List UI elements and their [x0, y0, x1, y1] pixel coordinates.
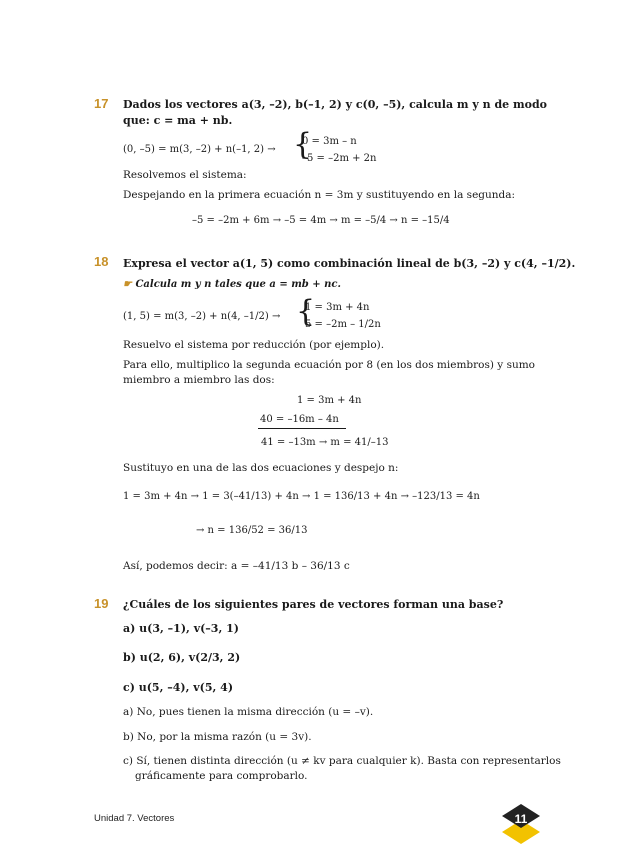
exercise-18-reduction-row1: 1 = 3m + 4n: [297, 395, 362, 406]
exercise-18-conclusion: Así, podemos decir: a = –41/13 b – 36/13 c: [123, 560, 350, 572]
exercise-17-despejando: Despejando en la primera ecuación n = 3m y sustituyendo en la segunda:: [123, 189, 516, 201]
exercise-19-option-c: c) u(5, –4), v(5, 4): [123, 681, 234, 694]
exercise-number-19: 19: [94, 596, 109, 611]
page-number-badge: [500, 804, 542, 846]
exercise-17-question-line2: que: c = ma + nb.: [123, 114, 233, 127]
exercise-18-hint-text: Calcula m y n tales que a = mb + nc.: [135, 279, 341, 290]
exercise-17-system-eq2: –5 = –2m + 2n: [302, 153, 377, 164]
exercise-19-answer-b: b) No, por la misma razón (u = 3v).: [123, 731, 312, 743]
exercise-19-answer-c-line1: c) Sí, tienen distinta dirección (u ≠ kv para cualquier k). Basta con representarlos: [123, 755, 561, 767]
exercise-18-reduction-row2: 40 = –16m – 4n: [260, 414, 339, 425]
exercise-18-system-eq1: 1 = 3m + 4n: [305, 302, 370, 313]
exercise-number-18: 18: [94, 254, 109, 269]
exercise-18-sustituyo: Sustituyo en una de las dos ecuaciones y despejo n:: [123, 462, 399, 474]
system-brace: {: [296, 294, 316, 329]
footer-unit-title: Unidad 7. Vectores: [94, 813, 175, 824]
exercise-19-question: ¿Cuáles de los siguientes pares de vectores forman una base?: [123, 598, 504, 611]
hint-hand-icon: ☛: [123, 279, 132, 290]
exercise-18-substitution-line: 1 = 3m + 4n → 1 = 3(–41/13) + 4n → 1 = 136/13 + 4n → –123/13 = 4n: [123, 491, 480, 502]
exercise-19-option-b: b) u(2, 6), v(2/3, 2): [123, 651, 241, 664]
exercise-17-solution-line: –5 = –2m + 6m → –5 = 4m → m = –5/4 → n = –15/4: [192, 215, 450, 226]
exercise-18-n-result: → n = 136/52 = 36/13: [196, 525, 308, 536]
exercise-19-answer-c-line2: gráficamente para comprobarlo.: [135, 770, 308, 782]
exercise-18-hint: [123, 278, 341, 291]
exercise-17-question-line1: Dados los vectores a(3, –2), b(–1, 2) y c(0, –5), calcula m y n de modo: [123, 98, 547, 111]
exercise-18-equation: (1, 5) = m(3, –2) + n(4, –1/2) →: [123, 311, 281, 322]
exercise-17-resolve: Resolvemos el sistema:: [123, 169, 247, 181]
exercise-19-option-a: a) u(3, –1), v(–3, 1): [123, 622, 239, 635]
exercise-18-para-line1: Para ello, multiplico la segunda ecuación por 8 (en los dos miembros) y sumo: [123, 359, 536, 371]
system-brace: {: [293, 127, 313, 162]
exercise-18-para-line2: miembro a miembro las dos:: [123, 374, 275, 386]
exercise-19-answer-a: a) No, pues tienen la misma dirección (u = –v).: [123, 706, 374, 718]
reduction-sum-rule: [258, 428, 346, 429]
exercise-number-17: 17: [94, 96, 109, 111]
exercise-18-resuelvo: Resuelvo el sistema por reducción (por ejemplo).: [123, 339, 385, 351]
exercise-18-question: Expresa el vector a(1, 5) como combinación lineal de b(3, –2) y c(4, –1/2).: [123, 257, 576, 270]
exercise-18-reduction-row3: 41 = –13m → m = 41/–13: [261, 437, 389, 448]
page-number: 11: [514, 812, 528, 826]
exercise-17-system-eq1: 0 = 3m – n: [302, 136, 357, 147]
exercise-18-system-eq2: 5 = –2m – 1/2n: [305, 319, 381, 330]
exercise-17-equation: (0, –5) = m(3, –2) + n(–1, 2) →: [123, 144, 276, 155]
